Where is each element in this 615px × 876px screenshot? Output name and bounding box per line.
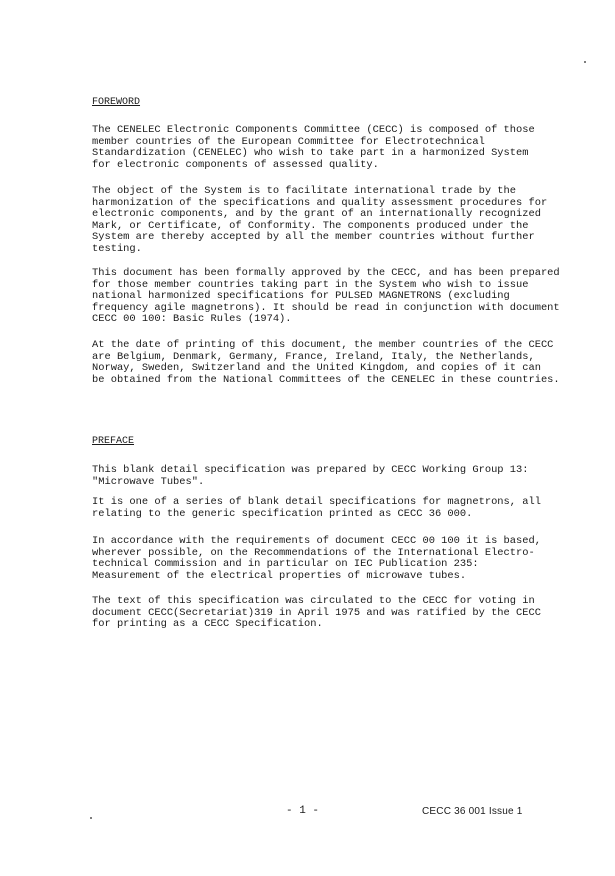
foreword-paragraph-1: The CENELEC Electronic Components Committee (CECC) is composed of those member countries of the European Committee for Electrotechnical Standardization (CENELEC) who wish to take part in a harmonized System for electronic components of assessed quality. xyxy=(92,124,535,171)
preface-paragraph-4: The text of this specification was circulated to the CECC for voting in document CECC(Secretariat)319 in April 1975 and was ratified by the CECC for printing as a CECC Specification. xyxy=(92,595,541,631)
scan-speck xyxy=(584,61,586,63)
page-number: - 1 - xyxy=(286,805,320,817)
preface-paragraph-3: In accordance with the requirements of document CECC 00 100 it is based, wherever possible, on the Recommendations of the International Electro- technical Commission and in particular on IEC Publication 235: Measurement of the electrical properties of microwave tubes. xyxy=(92,535,541,582)
scan-speck xyxy=(90,817,92,819)
foreword-paragraph-4: At the date of printing of this document, the member countries of the CECC are Belgium, Denmark, Germany, France, Ireland, Italy, the Netherlands, Norway, Sweden, Switzerland and the United Kingdom, and copies of it can be obtained from the National Committees of the CENELEC in these countries. xyxy=(92,339,560,386)
foreword-paragraph-2: The object of the System is to facilitate international trade by the harmonization of the specifications and quality assessment procedures for electronic components, and by the grant of an internationally recognized Mark, or Certificate, of Conformity. The components produced under the System are thereby accepted by all the member countries without further testing. xyxy=(92,185,548,255)
preface-heading: PREFACE xyxy=(92,436,135,447)
preface-paragraph-1: This blank detail specification was prepared by CECC Working Group 13: "Microwave Tubes". xyxy=(92,464,529,488)
foreword-paragraph-3: This document has been formally approved by the CECC, and has been prepared for those member countries taking part in the System who wish to issue national harmonized specifications for PULSED MAGNETRONS (excluding frequency agile magnetrons). It should be read in conjunction with document CECC 00 100: Basic Rules (1974). xyxy=(92,267,560,326)
preface-paragraph-2: It is one of a series of blank detail specifications for magnetrons, all relating to the generic specification printed as CECC 36 000. xyxy=(92,496,541,520)
foreword-heading: FOREWORD xyxy=(92,97,141,108)
document-reference: CECC 36 001 Issue 1 xyxy=(422,806,523,817)
